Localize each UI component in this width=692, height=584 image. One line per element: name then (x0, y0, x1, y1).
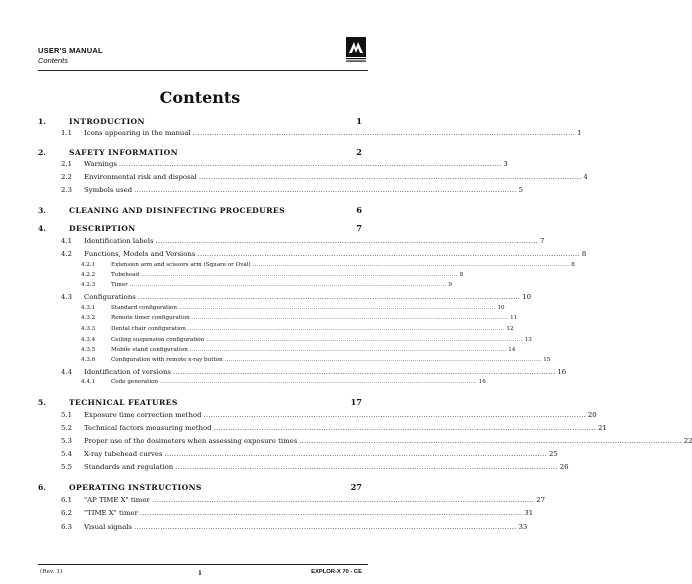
toc-entry-label: Timer (111, 282, 128, 288)
toc-entry-number: 5.2 (61, 424, 72, 432)
toc-entry[interactable] (38, 463, 569, 471)
toc-entry[interactable] (38, 347, 516, 353)
toc-entry-number: 6. (38, 483, 46, 492)
toc-dot-leader (206, 337, 523, 343)
toc-dot-leader (155, 237, 537, 245)
toc-entry[interactable] (38, 250, 587, 258)
toc-entry-number: 4.3.6 (81, 357, 96, 363)
toc-entry[interactable] (38, 272, 464, 278)
toc-entry[interactable] (38, 116, 362, 126)
toc-entry-page: 6 (356, 205, 362, 215)
toc-entry-page: 7 (539, 237, 545, 245)
toc-entry-number: 4.2.1 (81, 262, 96, 268)
toc-entry-number: 4.3 (61, 293, 72, 301)
toc-entry-label: Environmental risk and disposal (84, 173, 197, 181)
toc-dot-leader (225, 357, 542, 363)
toc-entry-number: 4.3.1 (81, 305, 96, 311)
toc-entry-page: 27 (536, 496, 545, 504)
toc-entry-label: CLEANING AND DISINFECTING PROCEDURES (69, 206, 285, 215)
toc-entry-label: Extension arm and scissors arm (Square or Oval) (111, 262, 251, 268)
toc-entry-label: Warnings (84, 160, 117, 168)
toc-dot-leader (192, 315, 509, 321)
toc-dot-leader (134, 523, 516, 531)
toc-dot-leader (188, 326, 505, 332)
toc-entry-number: 4.3.3 (81, 326, 96, 332)
toc-entry-number: 5.5 (61, 463, 72, 471)
toc-entry-page: 2 (356, 147, 362, 157)
toc-entry-page: 22 (683, 437, 692, 445)
toc-entry-page: 5 (518, 186, 523, 194)
toc-entry[interactable] (38, 437, 692, 445)
toc-entry[interactable] (38, 523, 528, 531)
toc-entry-label: Configurations (84, 293, 136, 301)
toc-entry-label: OPERATING INSTRUCTIONS (69, 483, 202, 492)
toc-entry[interactable] (38, 262, 575, 268)
toc-entry-page: 8 (581, 250, 587, 258)
toc-entry-page: 33 (518, 523, 528, 531)
toc-entry[interactable] (38, 368, 567, 376)
toc-entry-page: 25 (548, 450, 558, 458)
toc-entry-number: 4.4 (61, 368, 72, 376)
toc-entry-page: 1 (356, 116, 362, 126)
toc-entry-page: 13 (524, 337, 532, 343)
toc-entry-label: Configuration with remote x-ray button (111, 357, 223, 363)
toc-entry-label: INTRODUCTION (69, 117, 145, 126)
toc-entry-page: 31 (524, 509, 534, 517)
toc-dot-leader (160, 379, 477, 385)
toc-entry-number: 4.2.3 (81, 282, 96, 288)
toc-entry-label: Visual signals (84, 523, 132, 531)
toc-entry-label: Symbols used (84, 186, 133, 194)
toc-entry-label: Technical factors measuring method (84, 424, 212, 432)
toc-entry-number: 5. (38, 398, 46, 407)
toc-entry-number: 6.3 (61, 523, 72, 531)
toc-entry-page: 12 (506, 326, 514, 332)
toc-entry[interactable] (38, 315, 518, 321)
section-subtitle: Contents (38, 56, 69, 65)
toc-entry[interactable] (38, 305, 505, 311)
toc-entry[interactable] (38, 173, 588, 181)
toc-entry-number: 4. (38, 224, 46, 233)
toc-dot-leader (152, 496, 534, 504)
page-number: i (198, 569, 202, 577)
toc-entry-number: 5.3 (61, 437, 72, 445)
toc-entry[interactable] (38, 129, 582, 137)
toc-dot-leader (179, 305, 496, 311)
toc-entry-number: 1.1 (61, 129, 72, 137)
toc-entry-label: DESCRIPTION (69, 224, 136, 233)
toc-entry-label: Standard configuration (111, 305, 177, 311)
toc-dot-leader (134, 186, 516, 194)
toc-entry-number: 2.2 (61, 173, 72, 181)
toc-entry-number: 2. (38, 148, 46, 157)
toc-entry-label: Identification labels (84, 237, 154, 245)
toc-entry-number: 3. (38, 206, 46, 215)
toc-entry[interactable] (38, 450, 558, 458)
toc-entry-number: 2.3 (61, 186, 72, 194)
toc-entry[interactable] (38, 293, 532, 301)
toc-dot-leader (130, 282, 447, 288)
toc-dot-leader (173, 368, 555, 376)
footer-rule (38, 564, 368, 565)
toc-entry[interactable] (38, 186, 523, 194)
toc-entry-label: Standards and regulation (84, 463, 174, 471)
toc-dot-leader (190, 347, 507, 353)
toc-dot-leader (214, 424, 596, 432)
toc-dot-leader (175, 463, 557, 471)
toc-entry-number: 4.3.2 (81, 315, 96, 321)
toc-entry-number: 2.1 (61, 160, 72, 168)
toc-dot-leader (299, 437, 681, 445)
toc-entry-label: "AP TIME X" timer (84, 496, 150, 504)
toc-entry-page: 1 (577, 129, 582, 137)
toc-entry[interactable] (38, 379, 486, 385)
revision-label: (Rev. 1) (40, 569, 63, 575)
toc-dot-leader (165, 450, 547, 458)
toc-entry-number: 5.4 (61, 450, 72, 458)
toc-entry[interactable] (38, 337, 532, 343)
toc-entry-page: 20 (587, 411, 597, 419)
toc-dot-leader (197, 250, 579, 258)
toc-entry[interactable] (38, 397, 362, 407)
toc-entry-number: 4.1 (61, 237, 72, 245)
toc-entry-page: 16 (557, 368, 567, 376)
toc-entry-label: Icons appearing in the manual (84, 129, 191, 137)
toc-entry-label: Remote timer configuration (111, 315, 190, 321)
toc-dot-leader (203, 411, 585, 419)
toc-entry[interactable] (38, 357, 551, 363)
toc-entry-page: 8 (459, 272, 464, 278)
toc-entry-number: 6.1 (61, 496, 72, 504)
toc-entry-page: 16 (478, 379, 486, 385)
toc-dot-leader (253, 262, 570, 268)
toc-dot-leader (140, 509, 522, 517)
toc-entry-page: 11 (510, 315, 518, 321)
toc-entry-number: 1. (38, 117, 46, 126)
toc-entry[interactable] (38, 482, 362, 492)
toc-entry-page: 4 (583, 173, 588, 181)
toc-entry-label: Identification of versions (84, 368, 171, 376)
page-title: Contents (159, 88, 241, 107)
toc-entry[interactable] (38, 424, 607, 432)
toc-entry-label: Mobile stand configuration (111, 347, 188, 353)
toc-entry-page: 17 (350, 397, 362, 407)
toc-entry[interactable] (38, 160, 508, 168)
toc-entry[interactable] (38, 496, 545, 504)
toc-entry[interactable] (38, 326, 514, 332)
manual-label: USER'S MANUAL (38, 46, 103, 55)
toc-entry[interactable] (38, 223, 362, 233)
toc-dot-leader (199, 173, 581, 181)
toc-entry-number: 4.3.4 (81, 337, 96, 343)
toc-entry-number: 4.3.5 (81, 347, 96, 353)
toc-entry-label: "TIME X" timer (84, 509, 138, 517)
toc-entry[interactable] (38, 237, 545, 245)
toc-entry-label: Tubehead (111, 272, 140, 278)
toc-entry-number: 4.2 (61, 250, 72, 258)
toc-entry-page: 9 (448, 282, 452, 288)
toc-dot-leader (138, 293, 520, 301)
toc-entry-label: TECHNICAL FEATURES (69, 398, 178, 407)
toc-entry-label: Dental chair configuration (111, 326, 186, 332)
toc-entry-label: Exposure time correction method (84, 411, 202, 419)
toc-entry[interactable] (38, 282, 452, 288)
toc-entry[interactable] (38, 411, 597, 419)
toc-entry-page: 7 (356, 223, 362, 233)
toc-entry-number: 4.2.2 (81, 272, 96, 278)
toc-entry-page: 27 (350, 482, 362, 492)
toc-entry[interactable] (38, 509, 534, 517)
toc-entry[interactable] (38, 205, 362, 215)
toc-entry-page: 21 (597, 424, 607, 432)
toc-entry-page: 8 (571, 262, 575, 268)
toc-entry-number: 4.4.1 (81, 379, 96, 385)
toc-entry-label: Ceiling suspension configuration (111, 337, 205, 343)
toc-entry-page: 3 (503, 160, 508, 168)
toc-entry-page: 10 (522, 293, 532, 301)
toc-entry-label: Code generation (111, 379, 159, 385)
toc-entry-number: 6.2 (61, 509, 72, 517)
toc-dot-leader (119, 160, 501, 168)
product-name: EXPLOR-X 70 - CE (311, 569, 362, 575)
toc-entry-page: 26 (559, 463, 569, 471)
toc-entry-label: Proper use of the dosimeters when assessing exposure times (84, 437, 298, 445)
toc-entry-label: X-ray tubehead curves (84, 450, 163, 458)
toc-entry-number: 5.1 (61, 411, 72, 419)
toc-entry-page: 10 (497, 305, 505, 311)
toc-entry-label: Functions, Models and Versions (84, 250, 196, 258)
toc-dot-leader (193, 129, 575, 137)
toc-entry[interactable] (38, 147, 362, 157)
toc-dot-leader (141, 272, 458, 278)
toc-entry-page: 15 (543, 357, 551, 363)
toc-entry-page: 14 (508, 347, 516, 353)
toc-entry-label: SAFETY INFORMATION (69, 148, 178, 157)
